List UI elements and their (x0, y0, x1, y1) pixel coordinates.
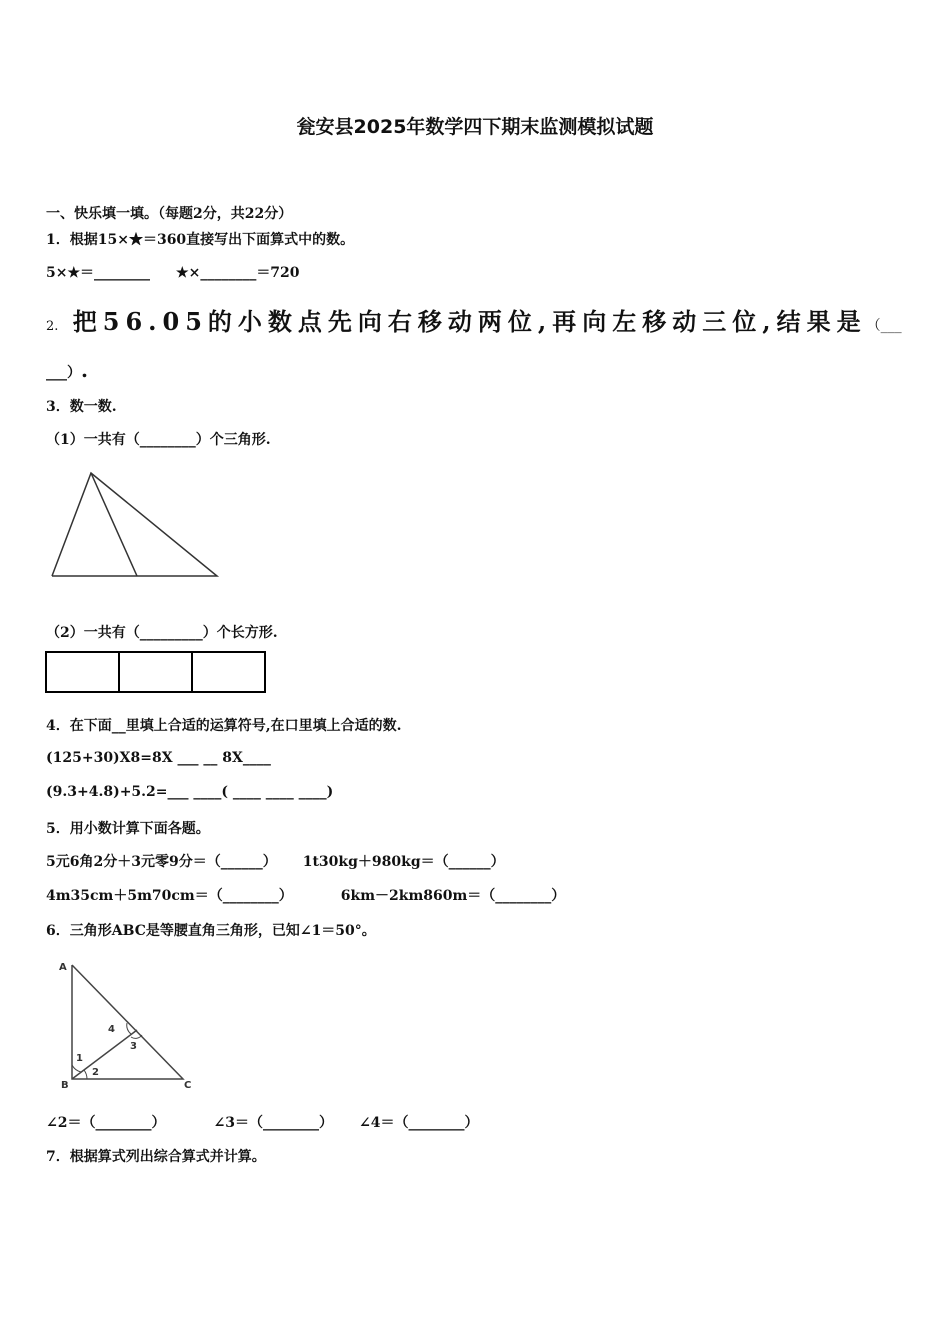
rectangle-cell (118, 651, 193, 693)
isosceles-triangle-figure (55, 957, 215, 1092)
angle-4-label: 4 (108, 1024, 115, 1035)
question-1-answers (46, 262, 300, 282)
rectangle-cell (45, 651, 120, 693)
question-2-continued (46, 358, 88, 382)
question-5-row-1 (46, 851, 505, 871)
triangle-figure (46, 468, 226, 580)
vertex-c-label: C (184, 1080, 192, 1091)
question-2 (46, 302, 902, 337)
angle-2-label: 2 (92, 1067, 99, 1078)
q2-blank-start: （___ (866, 318, 902, 334)
q2-blank-end: ___） (46, 365, 81, 381)
q1-blank-b: ★×________＝720 (176, 265, 300, 281)
q5-item-b: 1t30kg＋980kg＝（______） (302, 854, 505, 870)
q5-item-d: 6km－2km860m＝（________） (340, 888, 566, 904)
question-4-line-1: (125+30)X8=8X ___ __ 8X____ (46, 750, 271, 766)
question-1: 1．根据15×★＝360直接写出下面算式中的数。 (46, 232, 355, 248)
rectangles-figure (45, 651, 266, 693)
q5-item-c: 4m35cm＋5m70cm＝（________） (46, 888, 293, 904)
q6-angle-4: ∠4＝（________） (358, 1115, 479, 1131)
angle-3-label: 3 (130, 1041, 137, 1052)
page-title: 瓮安县2025年数学四下期末监测模拟试题 (296, 116, 654, 138)
q2-period: . (81, 358, 88, 382)
q2-text: 把56.05的小数点先向右移动两位,再向左移动三位,结果是 (72, 307, 867, 336)
question-6: 6．三角形ABC是等腰直角三角形，已知∠1＝50°。 (46, 923, 376, 939)
rectangle-cell (191, 651, 266, 693)
q1-blank-a: 5×★＝________ (46, 265, 151, 281)
section-heading: 一、快乐填一填。（每题2分，共22分） (46, 206, 293, 222)
question-4-line-2: (9.3+4.8)+5.2=___ ____( ____ ____ ____) (46, 784, 334, 800)
question-3-part-1: （1）一共有（________）个三角形. (46, 432, 271, 448)
question-3: 3．数一数. (46, 399, 117, 415)
angle-1-label: 1 (76, 1053, 83, 1064)
vertex-b-label: B (61, 1080, 69, 1091)
q5-item-a: 5元6角2分＋3元零9分＝（______） (46, 854, 277, 870)
question-4: 4．在下面__里填上合适的运算符号,在口里填上合适的数. (46, 718, 402, 734)
question-5-row-2 (46, 885, 565, 905)
question-5: 5．用小数计算下面各题。 (46, 821, 210, 837)
question-3-part-2: （2）一共有（_________）个长方形. (46, 625, 278, 641)
q6-angle-3: ∠3＝（________） (213, 1115, 333, 1131)
q2-number: 2. (46, 319, 59, 334)
question-7: 7．根据算式列出综合算式并计算。 (46, 1149, 266, 1165)
vertex-a-label: A (59, 962, 67, 973)
question-6-answers (46, 1112, 478, 1132)
q6-angle-2: ∠2＝（________） (46, 1115, 166, 1131)
